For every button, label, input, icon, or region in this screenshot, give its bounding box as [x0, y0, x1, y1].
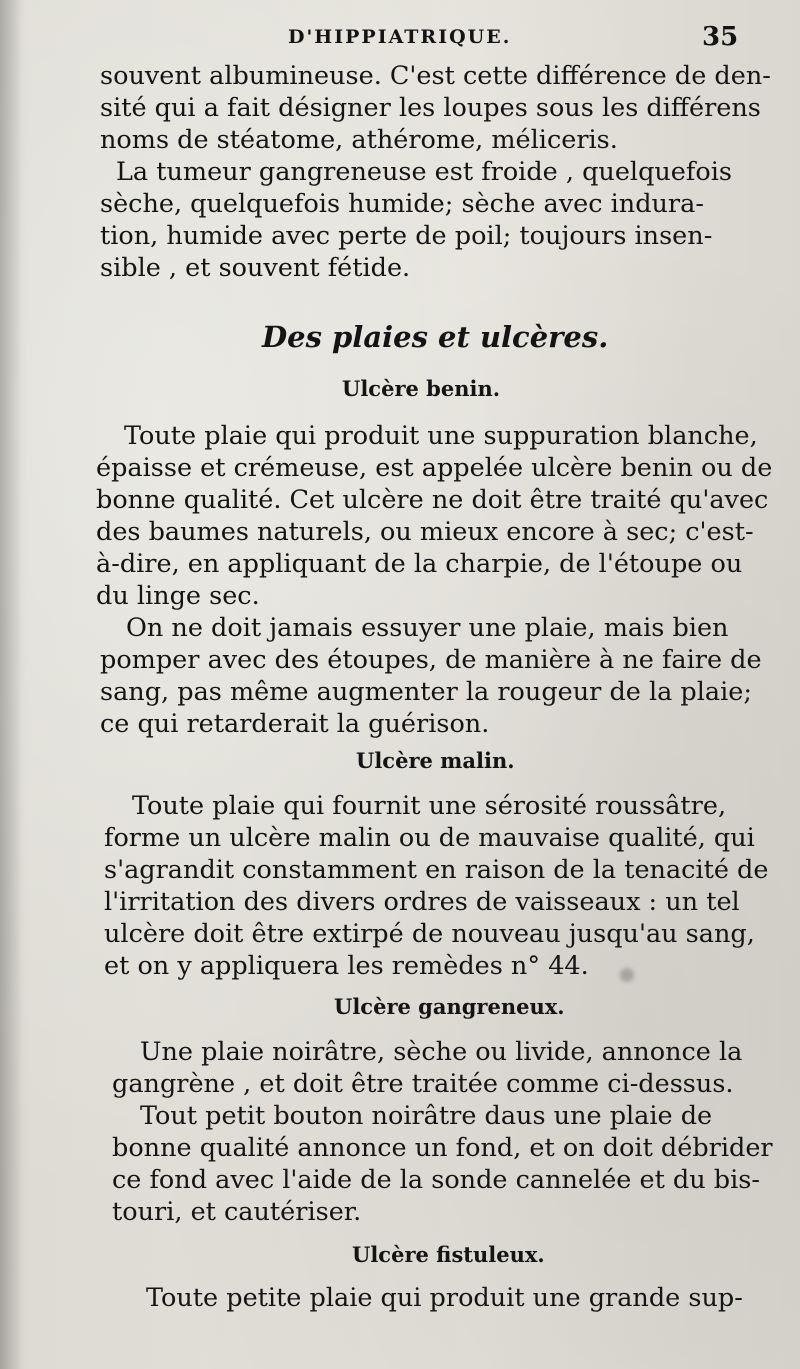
text-line: ulcère doit être extirpé de nouveau jusqu'au sang,	[104, 919, 755, 949]
text-line: ce qui retarderait la guérison.	[100, 709, 490, 739]
text-line: l'irritation des divers ordres de vaisseaux : un tel	[104, 887, 740, 917]
text-line: du linge sec.	[96, 581, 260, 611]
section-title: Des plaies et ulcères.	[262, 320, 609, 354]
text-line: Une plaie noirâtre, sèche ou livide, annonce la	[140, 1037, 743, 1067]
text-line: bonne qualité annonce un fond, et on doit débrider	[112, 1133, 773, 1163]
text-line: sèche, quelquefois humide; sèche avec indura-	[100, 189, 704, 219]
text-line: Toute plaie qui produit une suppuration blanche,	[124, 421, 758, 451]
text-line: La tumeur gangreneuse est froide , quelquefois	[116, 157, 732, 187]
text-line: sible , et souvent fétide.	[100, 253, 411, 283]
text-line: épaisse et crémeuse, est appelée ulcère benin ou de	[96, 453, 773, 483]
subsection-heading: Ulcère gangreneux.	[334, 994, 565, 1019]
text-line: souvent albumineuse. C'est cette différence de den-	[100, 61, 771, 91]
text-line: tion, humide avec perte de poil; toujours insen-	[100, 221, 713, 251]
page-gutter-shadow	[0, 0, 22, 1369]
text-line: à-dire, en appliquant de la charpie, de l'étoupe ou	[96, 549, 743, 579]
ink-blot	[620, 968, 634, 982]
subsection-heading: Ulcère benin.	[342, 376, 501, 401]
text-line: ce fond avec l'aide de la sonde cannelée et du bis-	[112, 1165, 760, 1195]
text-line: s'agrandit constamment en raison de la tenacité de	[104, 855, 769, 885]
text-line: bonne qualité. Cet ulcère ne doit être traité qu'avec	[96, 485, 769, 515]
page-header	[0, 22, 800, 52]
text-line: Tout petit bouton noirâtre daus une plaie de	[140, 1101, 713, 1131]
subsection-heading: Ulcère fistuleux.	[352, 1242, 545, 1267]
text-line: Toute petite plaie qui produit une grande sup-	[146, 1283, 743, 1313]
text-line: noms de stéatome, athérome, méliceris.	[100, 125, 618, 155]
text-line: touri, et cautériser.	[112, 1197, 362, 1227]
text-line: sang, pas même augmenter la rougeur de la plaie;	[100, 677, 752, 707]
text-line: sité qui a fait désigner les loupes sous les différens	[100, 93, 761, 123]
running-head: D'HIPPIATRIQUE.	[288, 26, 512, 48]
text-line: pomper avec des étoupes, de manière à ne faire de	[100, 645, 762, 675]
text-line: gangrène , et doit être traitée comme ci-dessus.	[112, 1069, 734, 1099]
text-line: On ne doit jamais essuyer une plaie, mais bien	[126, 613, 729, 643]
text-line: et on y appliquera les remèdes n° 44.	[104, 951, 589, 981]
text-line: des baumes naturels, ou mieux encore à sec; c'est-	[96, 517, 754, 547]
text-line: Toute plaie qui fournit une sérosité roussâtre,	[132, 791, 727, 821]
text-line: forme un ulcère malin ou de mauvaise qualité, qui	[104, 823, 755, 853]
subsection-heading: Ulcère malin.	[356, 748, 515, 773]
page-number: 35	[702, 22, 739, 52]
